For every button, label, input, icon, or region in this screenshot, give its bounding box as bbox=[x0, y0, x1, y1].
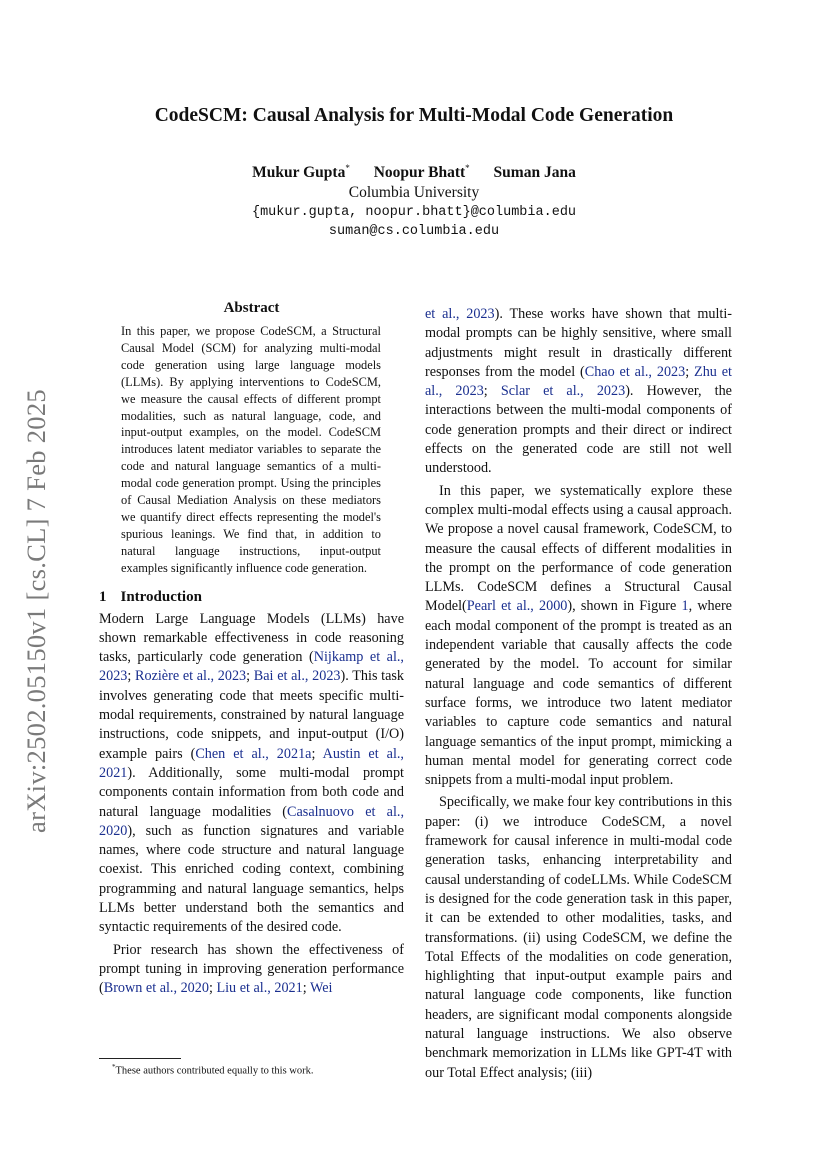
citation-link[interactable]: Casalnuovo et al., 2020 bbox=[99, 803, 404, 839]
paper-title: CodeSCM: Causal Analysis for Multi-Modal Code Generation bbox=[154, 105, 674, 126]
body-paragraph: In this paper, we systematically explore these complex multi-modal effects using a causal approach. We propose a novel causal framework, CodeSCM, to measure the causal effects of different modalities in the prompt on the performance of code generation LLMs. CodeSCM defines a Structural Causal Model(Pearl et al., 2000), shown in Figure 1, where each modal component of the prompt is treated as an independent variable that causally affects the code generated by the model. To account for similar natural language and code semantics of different surface forms, we introduce two latent mediator variables to capture code semantics and natural language semantics of the input prompt, mimicking a human mental model for generating correct code snippets from a multi-modal input problem. bbox=[425, 482, 732, 789]
body-paragraph: Specifically, we make four key contributions in this paper: (i) we introduce CodeSCM, a novel framework for causal inference in multi-modal code generation tasks, enhancing interpretability and causal understanding of codeLLMs. While CodeSCM is designed for the code generation task in this paper, it can be extended to other modalities, tasks, and transformations. (ii) using CodeSCM, we define the Total Effects of the modalities on code generation, highlighting that input-output example pairs and natural language code components, like function headers, are significant modal components alongside natural language instructions. We also observe benchmark memorization in LLMs like GPT-4T with our Total Effect analysis; (iii) bbox=[425, 794, 733, 1081]
citation-link[interactable]: Nijkamp et al., 2023 bbox=[99, 649, 404, 685]
author-list bbox=[0, 163, 828, 182]
citation-link[interactable]: Chao et al., 2023 bbox=[584, 363, 686, 380]
citation-link[interactable]: Sclar et al., 2023 bbox=[500, 383, 626, 400]
email-line: suman@cs.columbia.edu bbox=[328, 224, 500, 239]
intro-paragraph: Modern Large Language Models (LLMs) have shown remarkable effectiveness in code reasoning tasks, particularly code generation (Nijkamp et al., 2023; Rozière et al., 2023; Bai et al., 2023). This task involves generating code that meets specific multi-modal requirements, constrained by natural language instructions, code snippets, and input-output (I/O) example pairs (Chen et al., 2021a; Austin et al., 2021). Additionally, some multi-modal prompt components contain information from both code and natural language modalities (Casalnuovo et al., 2020), such as function signatures and variable names, where code structure and natural language coexist. This enriched coding context, combining programming and natural language semantics, helps LLMs better understand both the semantics and syntactic requirements of the desired code. bbox=[99, 610, 405, 936]
intro-paragraph: Prior research has shown the effectiveness of prompt tuning in improving generation performance (Brown et al., 2020; Liu et al., 2021; Wei bbox=[99, 941, 404, 997]
body-paragraph: et al., 2023). These works have shown that multi-modal prompts can be highly sensitive, where small adjustments might result in drastically different responses from the model (Chao et al., 2023; Zhu et al., 2023; Sclar et al., 2023). However, the interactions between the multi-modal components of code generation prompts and their direct or indirect effects on the generated code are still not well understood. bbox=[425, 306, 733, 477]
author: Suman Jana bbox=[493, 164, 576, 182]
author: Mukur Gupta* bbox=[252, 163, 350, 182]
left-column bbox=[99, 300, 404, 999]
right-column bbox=[425, 305, 732, 1083]
footnote: *These authors contributed equally to this work. bbox=[112, 1063, 314, 1077]
citation-link[interactable]: Rozière et al., 2023 bbox=[135, 668, 247, 685]
citation-link[interactable]: Pearl et al., 2000 bbox=[466, 598, 568, 615]
citation-link[interactable]: Wei bbox=[309, 980, 333, 997]
author: Noopur Bhatt* bbox=[373, 163, 470, 182]
citation-link[interactable]: Austin et al., 2021 bbox=[99, 745, 404, 781]
section-title: Introduction bbox=[120, 588, 202, 605]
citation-link[interactable]: Bai et al., 2023 bbox=[253, 668, 341, 685]
citation-link[interactable]: Liu et al., 2021 bbox=[216, 980, 303, 997]
citation-link[interactable]: Chen et al., 2021a bbox=[195, 745, 312, 762]
affiliation: Columbia University bbox=[348, 184, 480, 201]
section-number: 1 bbox=[99, 588, 107, 605]
citation-link[interactable]: Brown et al., 2020 bbox=[103, 980, 209, 997]
email-line: {mukur.gupta, noopur.bhatt}@columbia.edu bbox=[251, 205, 577, 220]
abstract-text: In this paper, we propose CodeSCM, a Structural Causal Model (SCM) for analyzing multi-modal code generation using large language models (LLMs). By applying interventions to CodeSCM, we measure the causal effects of different prompt modalities, such as natural language, code, and input-output examples, on the model. CodeSCM introduces latent mediator variables to separate the code and natural language semantics of a multi-modal code generation prompt. Using the principles of Causal Mediation Analysis on these mediators we quantify direct effects representing the model's spurious leanings. We find that, in addition to natural language instructions, input-output examples significantly influence code generation. bbox=[121, 324, 381, 575]
citation-link[interactable]: et al., 2023 bbox=[425, 306, 495, 322]
section-heading bbox=[99, 589, 404, 606]
figure-reference-link[interactable]: 1 bbox=[681, 598, 689, 615]
arxiv-identifier: arXiv:2502.05150v1 [cs.CL] 7 Feb 2025 bbox=[21, 389, 51, 833]
footnote-rule bbox=[99, 1058, 181, 1059]
citation-link[interactable]: Zhu et al., 2023 bbox=[425, 363, 733, 400]
abstract-heading: Abstract bbox=[223, 300, 280, 316]
